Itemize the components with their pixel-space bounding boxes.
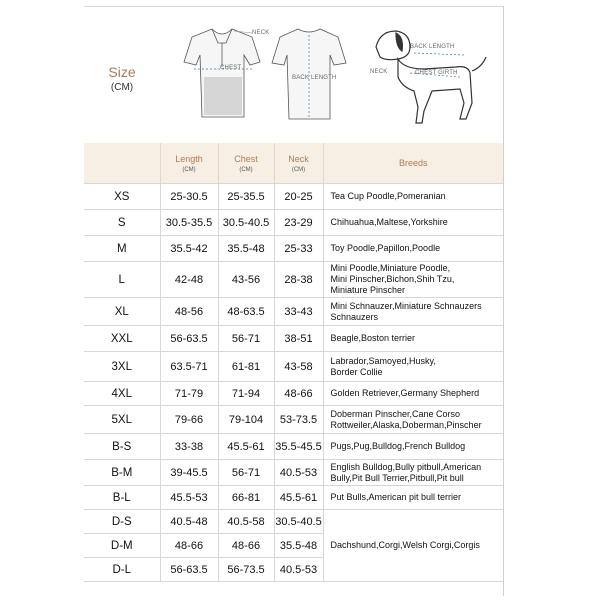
cell-chest: 25-35.5 [218,184,274,210]
table-row [84,486,503,510]
cell-chest: 56-71 [218,326,274,352]
breed-line: Dachshund,Corgi,Welsh Corgi,Corgis [330,540,480,550]
header-breeds: Breeds [323,143,503,184]
cell-size: XXL [84,326,160,352]
breed-line: Put Bulls,American pit bull terrier [330,492,462,502]
cell-chest: 30.5-40.5 [218,210,274,236]
cell-breeds [323,382,503,406]
shirt-back-icon [272,29,346,119]
table-row [84,236,503,262]
breed-line: Border Collie [330,366,383,377]
cell-breeds [323,326,503,352]
cell-breeds [323,262,503,298]
table-row [84,184,503,210]
header-chest: Chest (CM) [218,143,274,184]
table-row [84,352,503,382]
table-row [84,298,503,326]
header-neck: Neck (CM) [274,143,323,184]
breed-line: Chihuahua,Maltese,Yorkshire [330,217,448,227]
cell-length: 71-79 [160,382,218,406]
cell-chest: 40.5-58 [218,510,274,534]
cell-chest: 48-66 [218,534,274,558]
cell-breeds [323,460,503,486]
cell-chest: 61-81 [218,352,274,382]
chest-girth-label-dog: CHEST GIRTH [415,70,458,76]
cell-chest: 56-73.5 [218,558,274,582]
cell-breeds [323,486,503,510]
cell-breeds [323,298,503,326]
cell-neck: 30.5-40.5 [274,510,323,534]
cell-size: L [84,262,160,298]
cell-breeds [323,236,503,262]
breed-line: Labrador,Samoyed,Husky, [330,355,436,366]
breed-line: Pugs,Pug,Bulldog,French Bulldog [330,441,466,451]
cell-neck: 23-29 [274,210,323,236]
table-row [84,534,503,558]
cell-chest: 71-94 [218,382,274,406]
cell-size: D-S [84,510,160,534]
table-row [84,406,503,434]
neck-label-shirt: NECK [252,30,270,36]
breed-line: English Bulldog,Bully pitbull,American [330,461,482,472]
cell-length: 42-48 [160,262,218,298]
back-length-label-dog: BACK LENGTH [410,44,455,50]
table-row [84,460,503,486]
breed-line: Golden Retriever,Germany Shepherd [330,388,480,398]
cell-length: 25-30.5 [160,184,218,210]
cell-length: 56-63.5 [160,558,218,582]
table-row [84,210,503,236]
cell-length: 40.5-48 [160,510,218,534]
cell-neck: 53-73.5 [274,406,323,434]
cell-neck: 25-33 [274,236,323,262]
cell-chest: 45.5-61 [218,434,274,460]
neck-label-dog: NECK [370,69,388,75]
cell-length: 48-56 [160,298,218,326]
cell-length: 45.5-53 [160,486,218,510]
header-length: Length (CM) [160,143,218,184]
cell-size: S [84,210,160,236]
cell-chest: 66-81 [218,486,274,510]
cell-size: D-L [84,558,160,582]
size-table [84,143,503,582]
cell-length: 35.5-42 [160,236,218,262]
cell-length: 63.5-71 [160,352,218,382]
breed-line: Mini Schnauzer,Miniature Schnauzers [330,300,482,311]
breed-line: Mini Poodle,Miniature Poodle, [330,263,451,273]
cell-length: 48-66 [160,534,218,558]
cell-neck: 35.5-45.5 [274,434,323,460]
breed-line: Beagle,Boston terrier [330,333,416,343]
cell-size: B-L [84,486,160,510]
breed-line: Toy Poodle,Papillon,Poodle [330,243,441,253]
cell-breeds [323,406,503,434]
cell-breeds [323,434,503,460]
cell-neck: 40.5-53 [274,558,323,582]
cell-size: 5XL [84,406,160,434]
cell-size: 4XL [84,382,160,406]
breed-line: Schnauzers [330,311,379,322]
cell-neck: 28-38 [274,262,323,298]
cell-chest: 79-104 [218,406,274,434]
cell-breeds [323,352,503,382]
table-row [84,382,503,406]
header-size-cell [84,143,160,184]
shirt-front-icon [184,29,260,117]
cell-length: 56-63.5 [160,326,218,352]
cell-size: 3XL [84,352,160,382]
cell-size: M [84,236,160,262]
table-row [84,326,503,352]
size-title: Size [108,64,136,80]
breed-line: Miniature Pinscher [330,285,406,295]
table-row [84,434,503,460]
cell-chest: 48-63.5 [218,298,274,326]
table-row [84,262,503,298]
cell-breeds [323,184,503,210]
cell-breeds [323,534,503,558]
breed-line: Mini Pinscher,Bichon,Shih Tzu, [330,274,455,284]
cell-size: XS [84,184,160,210]
cell-length: 30.5-35.5 [160,210,218,236]
dog-back-measure-line [414,53,464,55]
cell-chest: 35.5-48 [218,236,274,262]
size-unit: (CM) [110,82,134,93]
cell-chest: 56-71 [218,460,274,486]
cell-length: 33-38 [160,434,218,460]
cell-size: D-M [84,534,160,558]
cell-neck: 48-66 [274,382,323,406]
cell-neck: 20-25 [274,184,323,210]
cell-breeds [323,558,503,582]
cell-neck: 35.5-48 [274,534,323,558]
cell-breeds [323,210,503,236]
table-row [84,558,503,582]
cell-size: B-M [84,460,160,486]
cell-neck: 43-58 [274,352,323,382]
cell-length: 39-45.5 [160,460,218,486]
breed-line: Rottweiler,Alaska,Doberman,Pinscher [330,419,482,430]
cell-breeds [323,510,503,534]
cell-size: B-S [84,434,160,460]
cell-size: XL [84,298,160,326]
chest-label-shirt: CHEST [220,65,242,71]
table-header-row [84,143,503,184]
cell-neck: 33-43 [274,298,323,326]
cell-chest: 43-56 [218,262,274,298]
cell-neck: 38-51 [274,326,323,352]
cell-length: 79-66 [160,406,218,434]
cell-neck: 40.5-53 [274,460,323,486]
right-border [503,6,504,596]
breed-line: Bully,Pit Bull Terrier,Pitbull,Pit bull [330,472,464,483]
breed-line: Doberman Pinscher,Cane Corso [330,408,461,419]
table-row [84,510,503,534]
cell-neck: 45.5-61 [274,486,323,510]
breed-line: Tea Cup Poodle,Pomeranian [330,191,446,201]
back-length-label-shirt: BACK LENGTH [292,75,337,81]
